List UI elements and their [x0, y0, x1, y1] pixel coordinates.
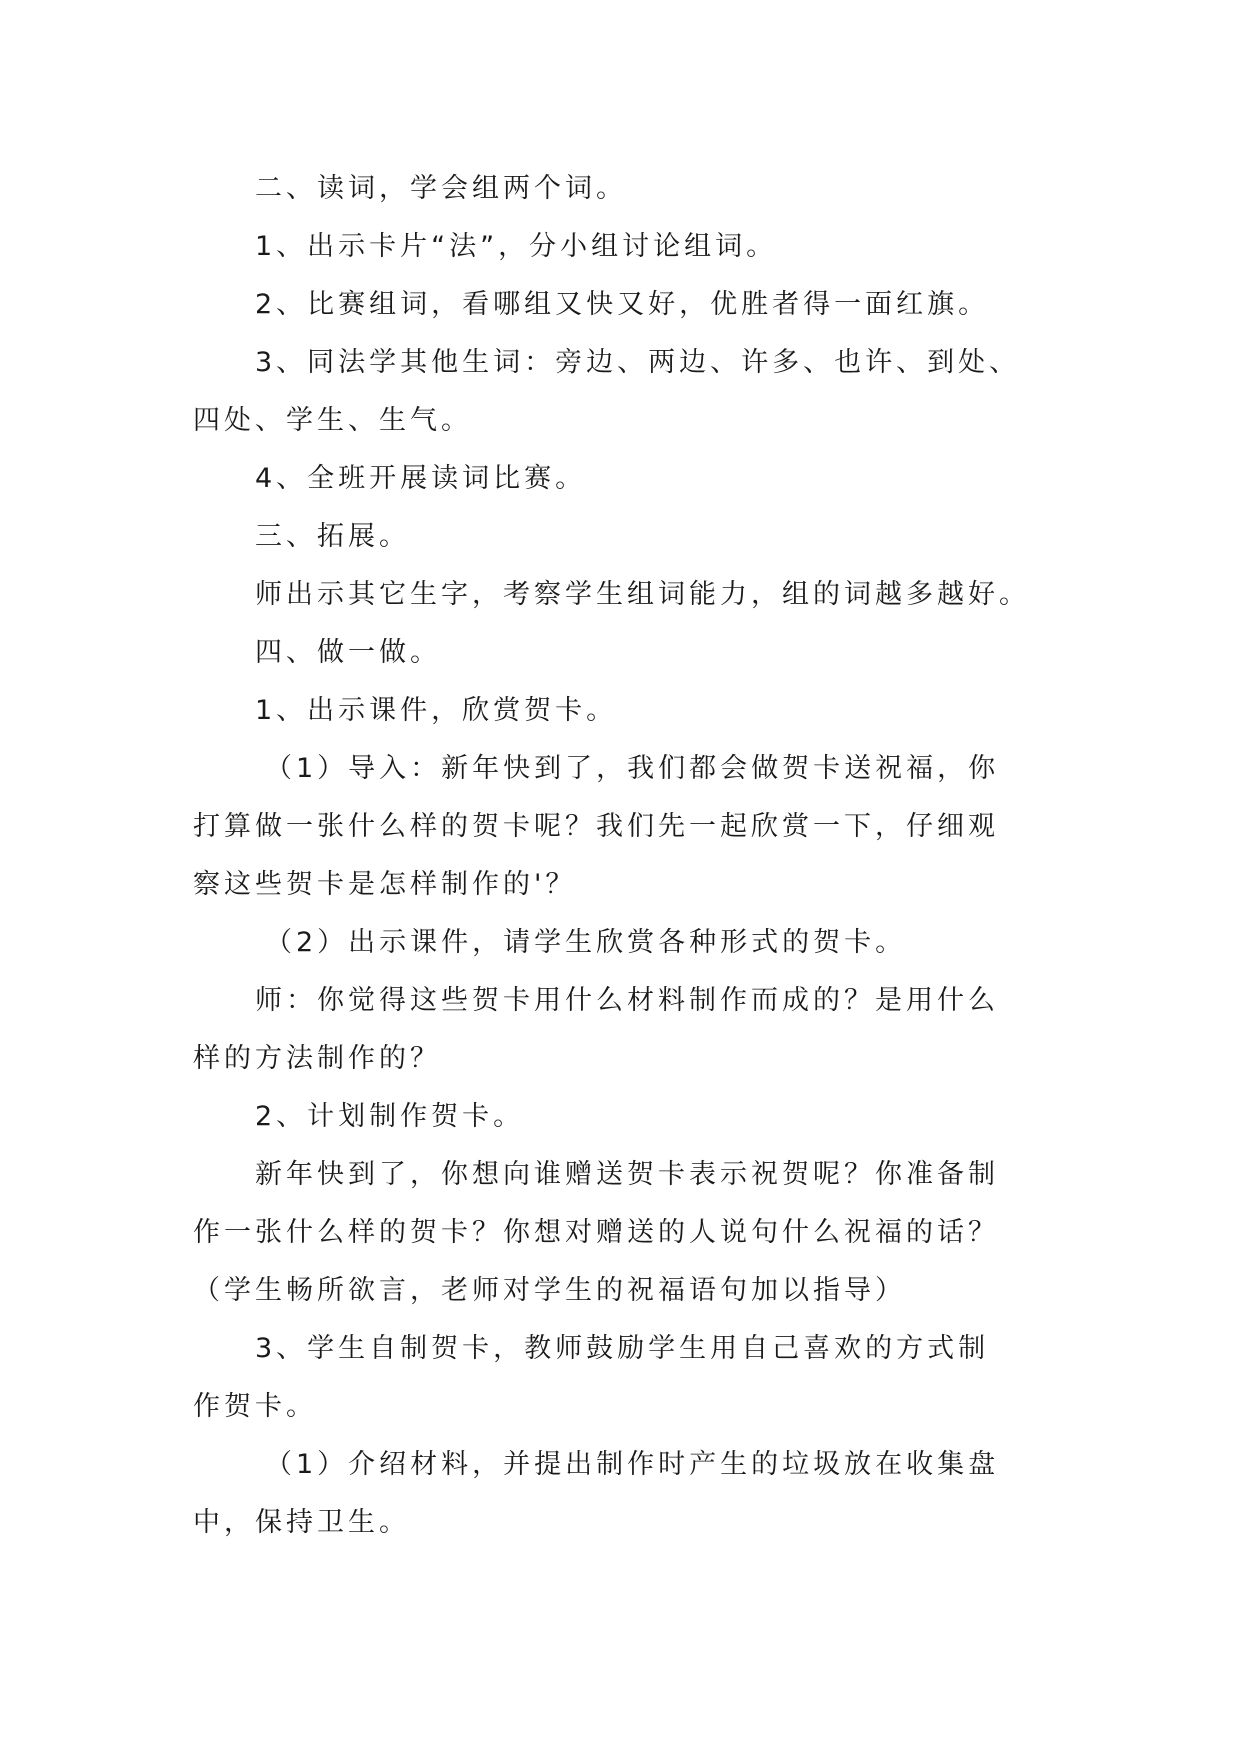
paragraph-line: 师出示其它生字，考察学生组词能力，组的词越多越好。	[255, 579, 1030, 610]
paragraph-line: 3、学生自制贺卡，教师鼓励学生用自己喜欢的方式制	[255, 1333, 990, 1364]
paragraph-line: 中，保持卫生。	[193, 1507, 410, 1538]
paragraph-line: （2）出示课件，请学生欣赏各种形式的贺卡。	[265, 927, 907, 958]
paragraph-line: 新年快到了，你想向谁赠送贺卡表示祝贺呢？你准备制	[255, 1159, 999, 1190]
paragraph-line: 师：你觉得这些贺卡用什么材料制作而成的？是用什么	[255, 985, 999, 1016]
paragraph-line: 4、全班开展读词比赛。	[255, 463, 587, 494]
paragraph-line: 察这些贺卡是怎样制作的'？	[193, 869, 577, 900]
paragraph-line: 2、计划制作贺卡。	[255, 1101, 525, 1132]
paragraph-line: （1）介绍材料，并提出制作时产生的垃圾放在收集盘	[265, 1449, 1000, 1480]
section-heading-2: 二、读词，学会组两个词。	[255, 173, 627, 204]
paragraph-line: 1、出示课件，欣赏贺卡。	[255, 695, 618, 726]
paragraph-line: 打算做一张什么样的贺卡呢？我们先一起欣赏一下，仔细观	[193, 811, 999, 842]
paragraph-line: 样的方法制作的？	[193, 1043, 441, 1074]
paragraph-line: （学生畅所欲言，老师对学生的祝福语句加以指导）	[193, 1275, 906, 1306]
paragraph-line: 四处、学生、生气。	[193, 405, 472, 436]
section-heading-4: 四、做一做。	[255, 637, 441, 668]
paragraph-line: 3、同法学其他生词：旁边、两边、许多、也许、到处、	[255, 347, 1021, 378]
paragraph-line: （1）导入：新年快到了，我们都会做贺卡送祝福，你	[265, 753, 1000, 784]
paragraph-line: 作一张什么样的贺卡？你想对赠送的人说句什么祝福的话？	[193, 1217, 999, 1248]
paragraph-line: 1、出示卡片“法”，分小组讨论组词。	[255, 231, 778, 262]
section-heading-3: 三、拓展。	[255, 521, 410, 552]
paragraph-line: 2、比赛组词，看哪组又快又好，优胜者得一面红旗。	[255, 289, 990, 320]
document-body	[193, 160, 1053, 1552]
paragraph-line: 作贺卡。	[193, 1391, 317, 1422]
